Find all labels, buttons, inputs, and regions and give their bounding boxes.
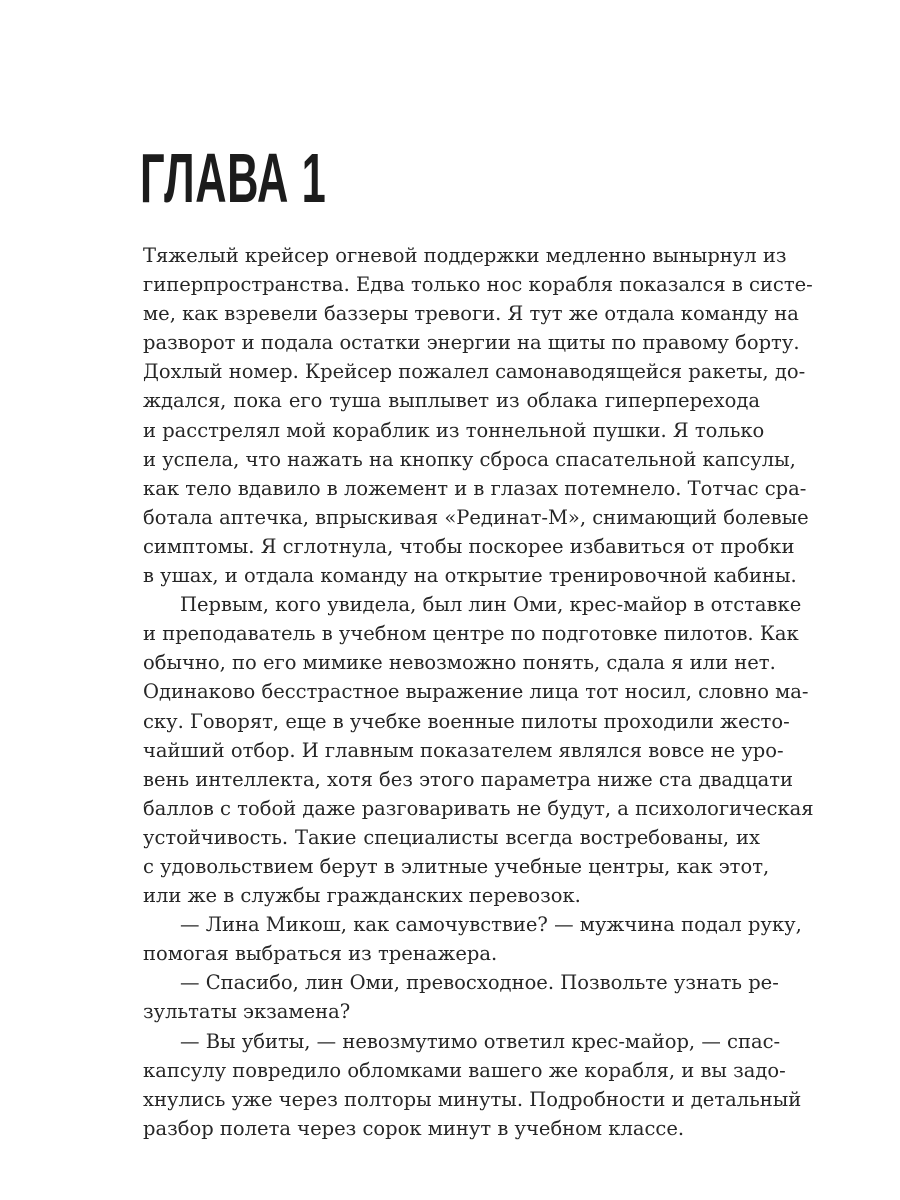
text-line: чайший отбор. И главным показателем являлся вовсе не уро- — [143, 738, 784, 762]
text-line: гиперпространства. Едва только нос корабля показался в систе- — [143, 273, 813, 297]
text-line: ботала аптечка, впрыскивая «Рединат-М», снимающий болевые — [143, 505, 809, 529]
text-line: — Спасибо, лин Оми, превосходное. Позвольте узнать ре- — [180, 971, 779, 995]
text-line: ме, как взревели баззеры тревоги. Я тут же отдала команду на — [143, 302, 799, 326]
text-line: обычно, по его мимике невозможно понять, сдала я или нет. — [143, 651, 776, 675]
text-line: помогая выбраться из тренажера. — [143, 942, 498, 966]
text-line: — Лина Микош, как самочувствие? — мужчина подал руку, — [180, 913, 802, 937]
text-line: разбор полета через сорок минут в учебном классе. — [143, 1116, 685, 1140]
text-line: с удовольствием берут в элитные учебные центры, как этот, — [143, 854, 770, 878]
text-line: капсулу повредило обломками вашего же корабля, и вы задо- — [143, 1058, 786, 1082]
text-line: Одинаково бесстрастное выражение лица тот носил, словно ма- — [143, 680, 809, 704]
text-line: как тело вдавило в ложемент и в глазах потемнело. Тотчас сра- — [143, 476, 807, 500]
text-line: хнулись уже через полторы минуты. Подробности и детальный — [143, 1087, 802, 1111]
text-line: Первым, кого увидела, был лин Оми, крес-майор в отставке — [180, 593, 802, 617]
text-line: — Вы убиты, — невозмутимо ответил крес-майор, — спас- — [180, 1029, 781, 1053]
chapter-text — [143, 241, 814, 1143]
text-line: и расстрелял мой кораблик из тоннельной пушки. Я только — [143, 418, 765, 442]
text-line: и успела, что нажать на кнопку сброса спасательной капсулы, — [143, 447, 796, 471]
text-line: ску. Говорят, еще в учебке военные пилоты проходили жесто- — [143, 709, 790, 733]
chapter-title: ГЛАВА 1 — [140, 139, 327, 217]
text-line: ждался, пока его туша выплывет из облака гиперперехода — [143, 389, 760, 413]
text-line: или же в службы гражданских перевозок. — [143, 884, 581, 908]
text-line: в ушах, и отдала команду на открытие тренировочной кабины. — [143, 564, 797, 588]
text-line: симптомы. Я сглотнула, чтобы поскорее избавиться от пробки — [143, 534, 795, 558]
text-line: зультаты экзамена? — [143, 1000, 351, 1024]
text-line: и преподаватель в учебном центре по подготовке пилотов. Как — [143, 622, 799, 646]
text-line: устойчивость. Такие специалисты всегда востребованы, их — [143, 825, 760, 849]
text-line: вень интеллекта, хотя без этого параметра ниже ста двадцати — [143, 767, 794, 791]
text-line: разворот и подала остатки энергии на щиты по правому борту. — [143, 331, 800, 355]
text-line: Тяжелый крейсер огневой поддержки медленно вынырнул из — [143, 244, 787, 267]
text-line: Дохлый номер. Крейсер пожалел самонаводящейся ракеты, до- — [143, 360, 806, 384]
text-line: баллов с тобой даже разговаривать не будут, а психологическая — [143, 796, 814, 820]
